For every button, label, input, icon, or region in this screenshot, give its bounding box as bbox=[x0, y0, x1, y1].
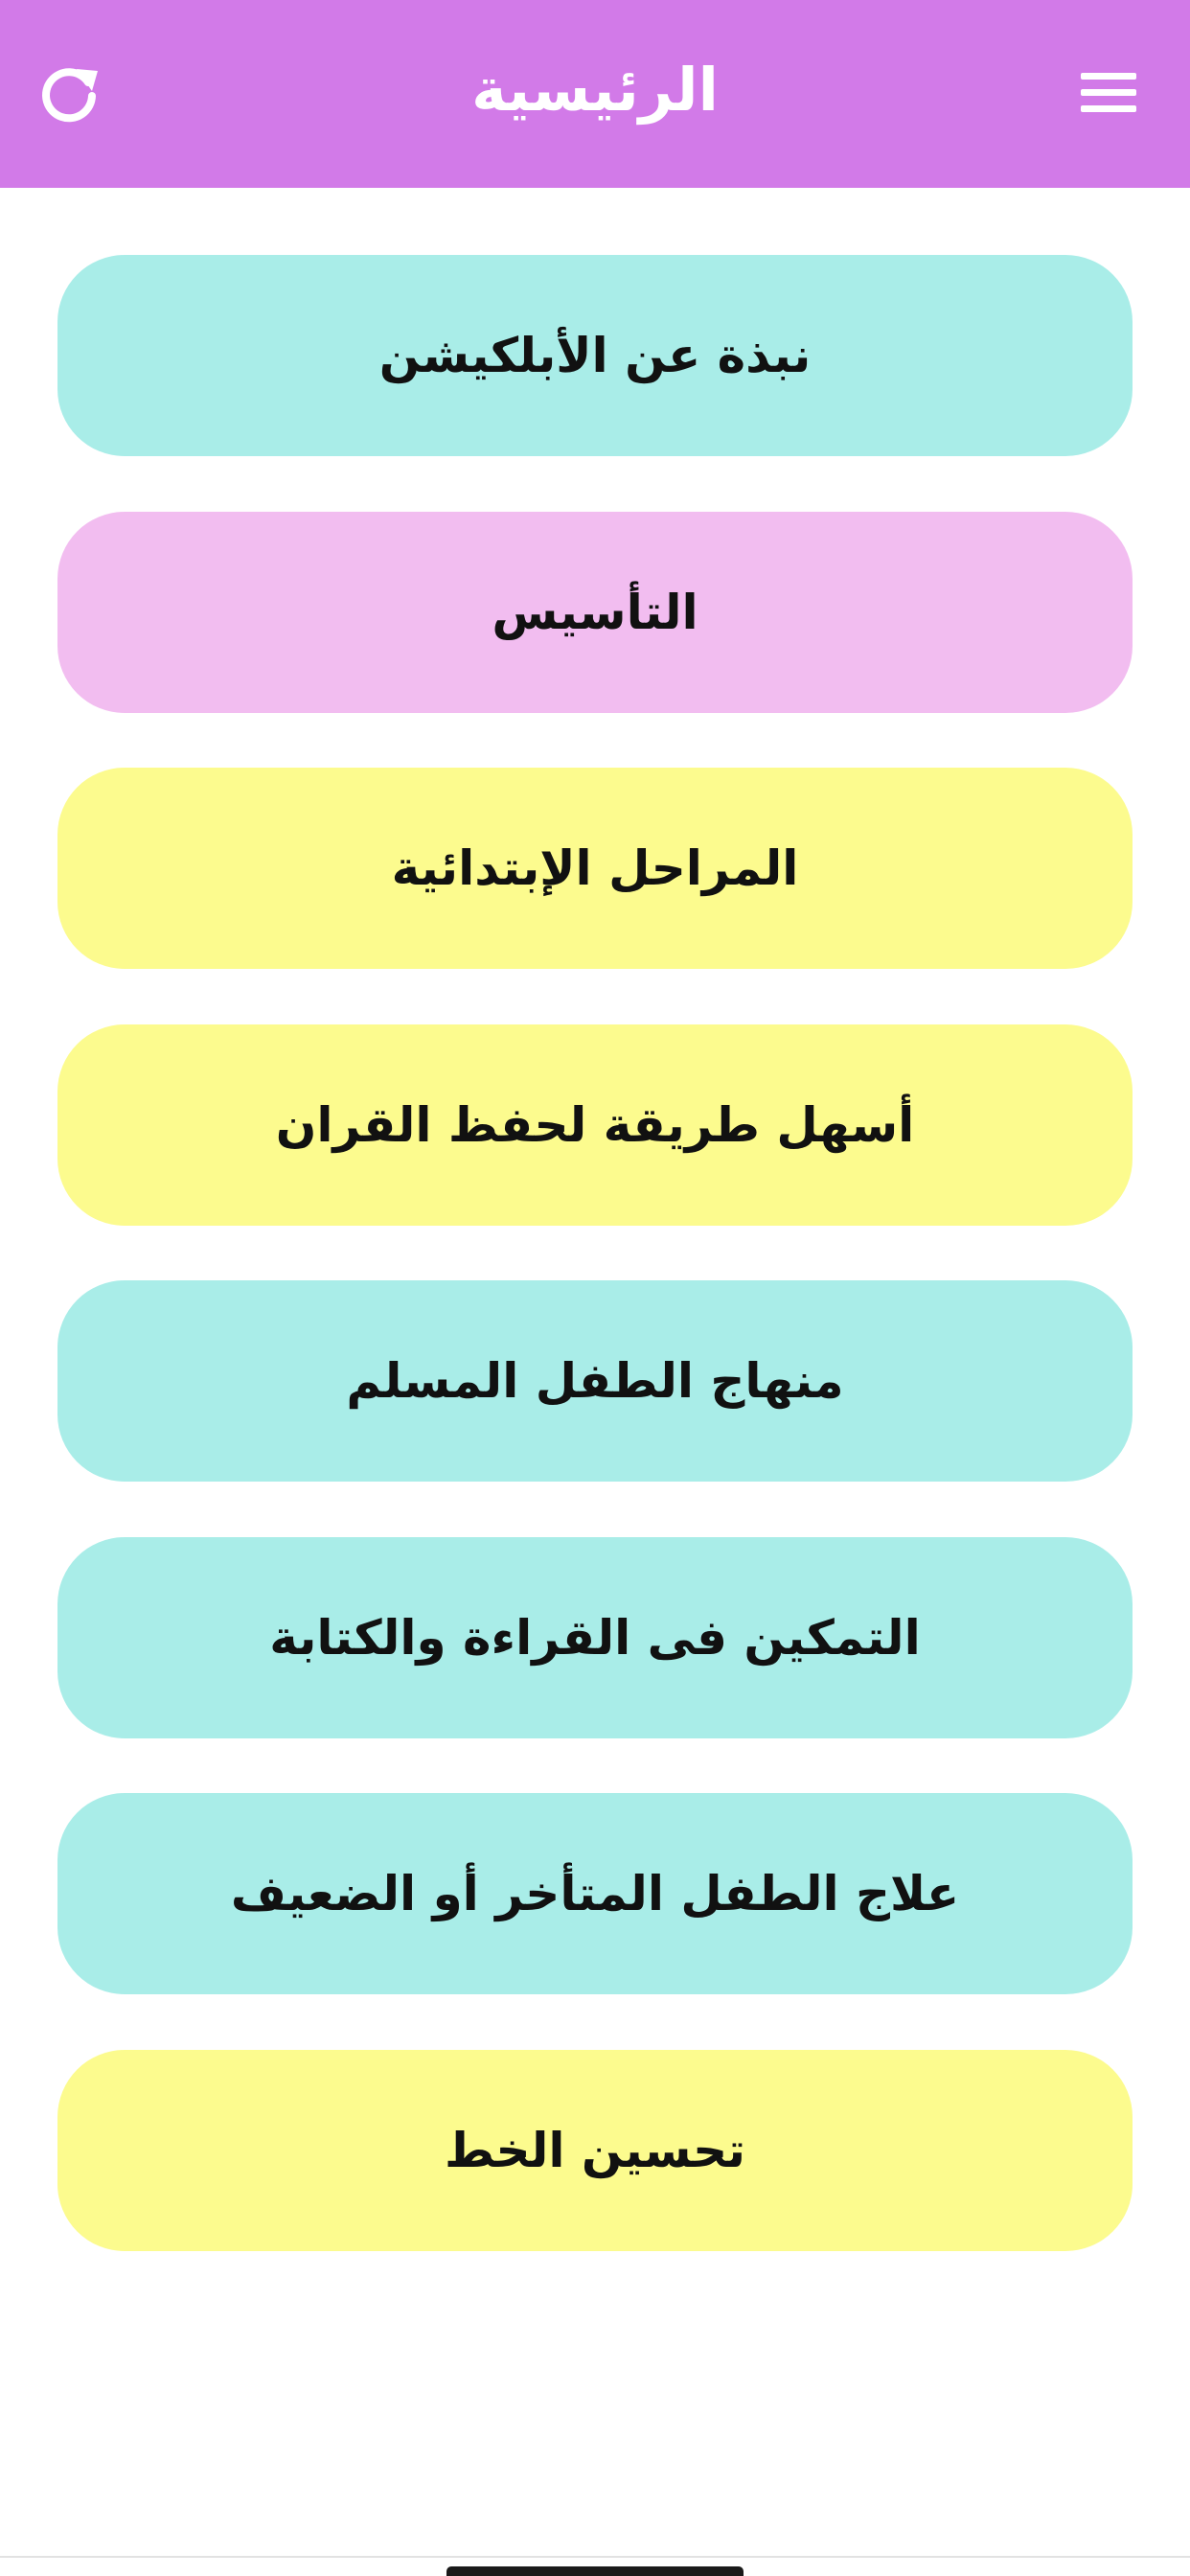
home-indicator[interactable] bbox=[446, 2566, 744, 2576]
menu-item-label: التأسيس bbox=[492, 585, 698, 640]
menu-item-label: أسهل طريقة لحفظ القران bbox=[275, 1097, 915, 1153]
menu-item-reading-writing[interactable] bbox=[57, 1537, 1133, 1738]
menu-item-handwriting[interactable] bbox=[57, 2050, 1133, 2251]
menu-button[interactable] bbox=[1081, 69, 1136, 117]
hamburger-menu-icon bbox=[1081, 73, 1136, 80]
menu-item-primary-stages[interactable] bbox=[57, 768, 1133, 969]
menu-item-label: المراحل الإبتدائية bbox=[391, 840, 799, 896]
hamburger-menu-icon bbox=[1081, 105, 1136, 112]
menu-item-label: علاج الطفل المتأخر أو الضعيف bbox=[230, 1866, 960, 1921]
menu-item-label: منهاج الطفل المسلم bbox=[346, 1353, 844, 1409]
page-title: الرئيسية bbox=[471, 55, 719, 125]
hamburger-menu-icon bbox=[1081, 89, 1136, 96]
menu-item-label: تحسين الخط bbox=[445, 2123, 745, 2178]
menu-item-muslim-child-curriculum[interactable] bbox=[57, 1280, 1133, 1482]
menu-item-quran-memorization[interactable] bbox=[57, 1024, 1133, 1226]
menu-item-about-app[interactable] bbox=[57, 255, 1133, 456]
menu-item-foundation[interactable] bbox=[57, 512, 1133, 713]
top-app-bar bbox=[0, 0, 1190, 188]
menu-item-struggling-child[interactable] bbox=[57, 1793, 1133, 1994]
menu-item-label: التمكين فى القراءة والكتابة bbox=[269, 1610, 921, 1666]
bottom-divider bbox=[0, 2556, 1190, 2558]
menu-item-label: نبذة عن الأبلكيشن bbox=[378, 328, 812, 383]
